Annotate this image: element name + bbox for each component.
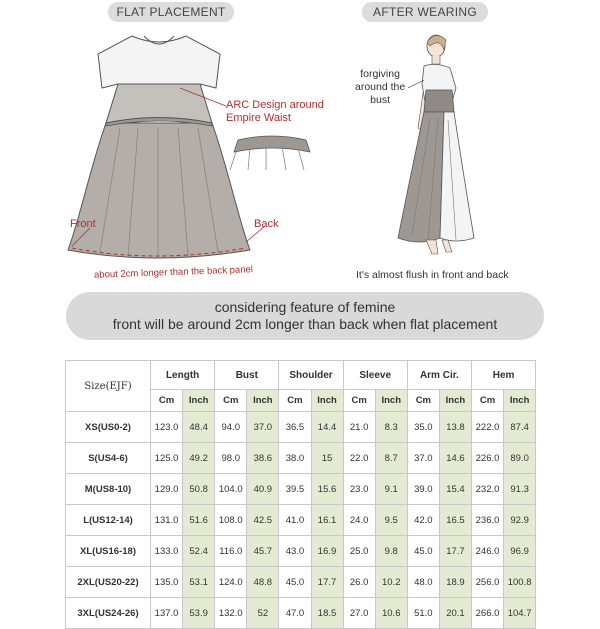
- inch-value-cell: 91.3: [504, 474, 536, 505]
- cm-value-cell: 133.0: [151, 536, 183, 567]
- inch-value-cell: 8.7: [375, 443, 407, 474]
- cm-value-cell: 123.0: [151, 412, 183, 443]
- cm-value-cell: 24.0: [343, 505, 375, 536]
- inch-unit-header: Inch: [375, 390, 407, 412]
- inch-value-cell: 10.6: [375, 598, 407, 629]
- cm-value-cell: 129.0: [151, 474, 183, 505]
- table-row: [66, 536, 536, 567]
- hem-header: Hem: [471, 361, 535, 390]
- longer-annotation: about 2cm longer than the back panel: [93, 264, 254, 281]
- cm-value-cell: 48.0: [407, 567, 439, 598]
- cm-value-cell: 131.0: [151, 505, 183, 536]
- inch-value-cell: 15.4: [439, 474, 471, 505]
- shoulder-header: Shoulder: [279, 361, 343, 390]
- size-cell: XS(US0-2): [66, 412, 151, 443]
- note-line-1: considering feature of femine: [214, 299, 396, 315]
- inch-value-cell: 16.5: [439, 505, 471, 536]
- inch-unit-header: Inch: [439, 390, 471, 412]
- cm-value-cell: 108.0: [215, 505, 247, 536]
- flush-annotation: It's almost flush in front and back: [356, 269, 509, 281]
- inch-value-cell: 52.4: [183, 536, 215, 567]
- inch-value-cell: 14.4: [311, 412, 343, 443]
- cm-value-cell: 39.5: [279, 474, 311, 505]
- size-cell: M(US8-10): [66, 474, 151, 505]
- inch-value-cell: 89.0: [504, 443, 536, 474]
- cm-value-cell: 266.0: [471, 598, 503, 629]
- cm-value-cell: 45.0: [407, 536, 439, 567]
- table-row: [66, 474, 536, 505]
- note-line-2: front will be around 2cm longer than back when flat placement: [112, 316, 498, 332]
- inch-value-cell: 8.3: [375, 412, 407, 443]
- table-row: [66, 505, 536, 536]
- cm-value-cell: 104.0: [215, 474, 247, 505]
- size-cell: 3XL(US24-26): [66, 598, 151, 629]
- cm-value-cell: 222.0: [471, 412, 503, 443]
- size-chart-table: [65, 360, 536, 629]
- sleeve-header: Sleeve: [343, 361, 407, 390]
- inch-value-cell: 52: [247, 598, 279, 629]
- inch-value-cell: 53.1: [183, 567, 215, 598]
- back-annotation: Back: [254, 218, 279, 230]
- cm-value-cell: 38.0: [279, 443, 311, 474]
- inch-value-cell: 50.8: [183, 474, 215, 505]
- size-cell: L(US12-14): [66, 505, 151, 536]
- inch-value-cell: 20.1: [439, 598, 471, 629]
- inch-value-cell: 18.9: [439, 567, 471, 598]
- inch-unit-header: Inch: [247, 390, 279, 412]
- cm-value-cell: 132.0: [215, 598, 247, 629]
- cm-value-cell: 21.0: [343, 412, 375, 443]
- note-band: [66, 292, 544, 340]
- inch-value-cell: 45.7: [247, 536, 279, 567]
- cm-value-cell: 36.5: [279, 412, 311, 443]
- cm-unit-header: Cm: [151, 390, 183, 412]
- bust-header: Bust: [215, 361, 279, 390]
- cm-value-cell: 98.0: [215, 443, 247, 474]
- inch-value-cell: 48.4: [183, 412, 215, 443]
- cm-value-cell: 135.0: [151, 567, 183, 598]
- dress-skirt: [68, 123, 250, 258]
- table-row: [66, 412, 536, 443]
- table-row: [66, 567, 536, 598]
- inch-value-cell: 40.9: [247, 474, 279, 505]
- cm-value-cell: 27.0: [343, 598, 375, 629]
- inch-value-cell: 96.9: [504, 536, 536, 567]
- cm-value-cell: 23.0: [343, 474, 375, 505]
- length-header: Length: [151, 361, 215, 390]
- cm-value-cell: 125.0: [151, 443, 183, 474]
- cm-value-cell: 42.0: [407, 505, 439, 536]
- cm-unit-header: Cm: [471, 390, 503, 412]
- size-cell: 2XL(US20-22): [66, 567, 151, 598]
- size-cell: XL(US16-18): [66, 536, 151, 567]
- inch-value-cell: 16.1: [311, 505, 343, 536]
- front-annotation: Front: [70, 218, 96, 230]
- inch-value-cell: 9.8: [375, 536, 407, 567]
- inch-value-cell: 10.2: [375, 567, 407, 598]
- inch-value-cell: 15.6: [311, 474, 343, 505]
- inch-value-cell: 100.8: [504, 567, 536, 598]
- inch-value-cell: 51.6: [183, 505, 215, 536]
- forgiving-annotation: forgiving around the bust: [355, 68, 406, 106]
- inch-value-cell: 53.9: [183, 598, 215, 629]
- cm-value-cell: 47.0: [279, 598, 311, 629]
- cm-value-cell: 236.0: [471, 505, 503, 536]
- size-column-header: Size(EJF): [66, 361, 151, 412]
- inch-value-cell: 42.5: [247, 505, 279, 536]
- after-wearing-label: AFTER WEARING: [362, 2, 488, 22]
- inch-value-cell: 49.2: [183, 443, 215, 474]
- flat-dress-illustration: [60, 28, 340, 286]
- cm-value-cell: 37.0: [407, 443, 439, 474]
- cm-value-cell: 226.0: [471, 443, 503, 474]
- inch-value-cell: 9.1: [375, 474, 407, 505]
- cm-value-cell: 232.0: [471, 474, 503, 505]
- cm-value-cell: 39.0: [407, 474, 439, 505]
- inch-value-cell: 16.9: [311, 536, 343, 567]
- flat-placement-label: FLAT PLACEMENT: [108, 2, 234, 22]
- cm-value-cell: 51.0: [407, 598, 439, 629]
- model-illustration: [340, 28, 600, 286]
- table-group-header: [66, 361, 536, 390]
- cm-unit-header: Cm: [343, 390, 375, 412]
- cm-value-cell: 43.0: [279, 536, 311, 567]
- inch-value-cell: 13.8: [439, 412, 471, 443]
- inch-value-cell: 18.5: [311, 598, 343, 629]
- inch-unit-header: Inch: [183, 390, 215, 412]
- arc-design-annotation: ARC Design around Empire Waist: [226, 99, 324, 124]
- inch-value-cell: 14.6: [439, 443, 471, 474]
- inch-value-cell: 87.4: [504, 412, 536, 443]
- cm-unit-header: Cm: [215, 390, 247, 412]
- arm-cir-header: Arm Cir.: [407, 361, 471, 390]
- dress-bodice: [106, 84, 212, 123]
- size-cell: S(US4-6): [66, 443, 151, 474]
- cm-value-cell: 116.0: [215, 536, 247, 567]
- inch-value-cell: 38.6: [247, 443, 279, 474]
- inch-value-cell: 92.9: [504, 505, 536, 536]
- cm-unit-header: Cm: [407, 390, 439, 412]
- cm-value-cell: 25.0: [343, 536, 375, 567]
- cm-value-cell: 26.0: [343, 567, 375, 598]
- inch-value-cell: 9.5: [375, 505, 407, 536]
- cm-unit-header: Cm: [279, 390, 311, 412]
- cm-value-cell: 94.0: [215, 412, 247, 443]
- cm-value-cell: 256.0: [471, 567, 503, 598]
- inch-value-cell: 104.7: [504, 598, 536, 629]
- cm-value-cell: 124.0: [215, 567, 247, 598]
- cm-value-cell: 137.0: [151, 598, 183, 629]
- cm-value-cell: 45.0: [279, 567, 311, 598]
- inch-unit-header: Inch: [311, 390, 343, 412]
- table-row: [66, 443, 536, 474]
- cm-value-cell: 41.0: [279, 505, 311, 536]
- inch-unit-header: Inch: [504, 390, 536, 412]
- cm-value-cell: 22.0: [343, 443, 375, 474]
- inch-value-cell: 15: [311, 443, 343, 474]
- inch-value-cell: 37.0: [247, 412, 279, 443]
- inch-value-cell: 17.7: [439, 536, 471, 567]
- cm-value-cell: 246.0: [471, 536, 503, 567]
- inch-value-cell: 48.8: [247, 567, 279, 598]
- inch-value-cell: 17.7: [311, 567, 343, 598]
- cm-value-cell: 35.0: [407, 412, 439, 443]
- table-row: [66, 598, 536, 629]
